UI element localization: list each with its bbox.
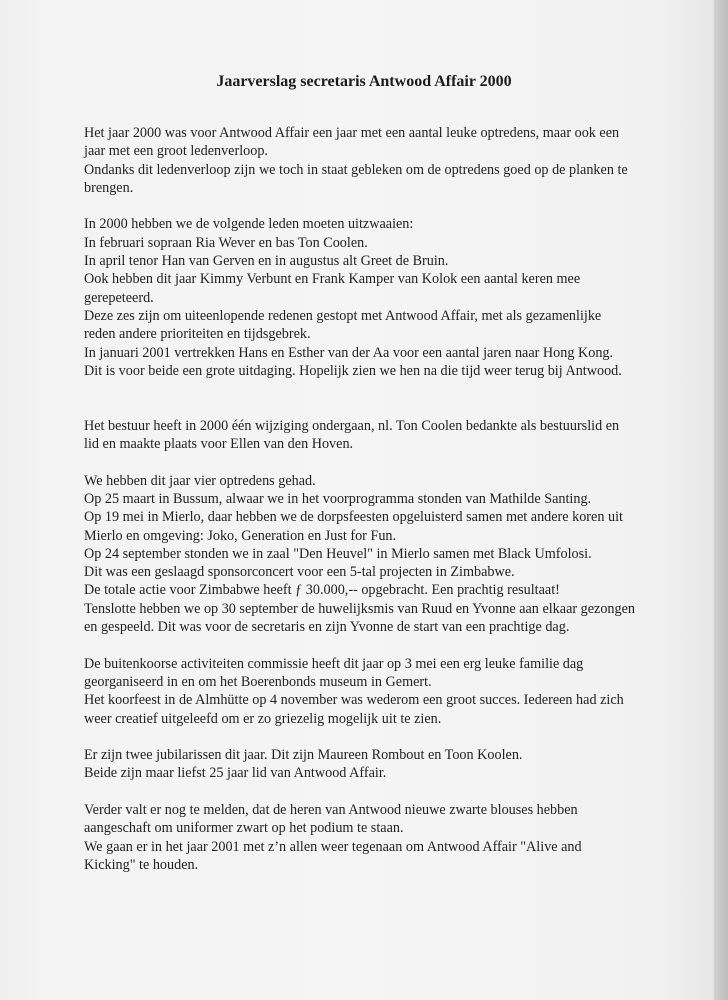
document-title: Jaarverslag secretaris Antwood Affair 2000	[216, 73, 512, 90]
document-body	[84, 124, 684, 892]
paragraph-members-leaving	[84, 215, 684, 380]
text-line: Het bestuur heeft in 2000 één wijziging ondergaan, nl. Ton Coolen bedankte als bestuurslid en	[84, 417, 620, 434]
paragraph-activities	[84, 655, 684, 728]
text-line: reden andere prioriteiten en tijdsgebrek.	[84, 326, 311, 343]
paragraph-closing	[84, 801, 684, 874]
paragraph-performances	[84, 472, 684, 637]
text-line: weer creatief uitgeleefd om er zo griezelig mogelijk uit te zien.	[84, 710, 442, 727]
text-line: Het koorfeest in de Almhütte op 4 november was wederom een groot succes. Iedereen had zich	[84, 692, 624, 709]
text-line: Op 24 september stonden we in zaal "Den Heuvel" in Mierlo samen met Black Umfolosi.	[84, 545, 592, 562]
page-edge	[714, 0, 728, 1000]
text-line: In april tenor Han van Gerven en in augustus alt Greet de Bruin.	[84, 253, 449, 270]
text-line: Het jaar 2000 was voor Antwood Affair een jaar met een aantal leuke optredens, maar ook een	[84, 125, 620, 141]
paragraph-intro	[84, 124, 684, 197]
text-line: Verder valt er nog te melden, dat de heren van Antwood nieuwe zwarte blouses hebben	[84, 801, 578, 818]
text-line: We gaan er in het jaar 2001 met z’n allen weer tegenaan om Antwood Affair "Alive and	[84, 838, 582, 855]
text-line: De buitenkoorse activiteiten commissie heeft dit jaar op 3 mei een erg leuke familie dag	[84, 655, 584, 672]
text-line: lid en maakte plaats voor Ellen van den Hoven.	[84, 436, 354, 453]
paragraph-board	[84, 417, 684, 454]
text-line: Mierlo en omgeving: Joko, Generation en Just for Fun.	[84, 527, 397, 544]
text-line: Tenslotte hebben we op 30 september de huwelijksmis van Ruud en Yvonne aan elkaar gezongen	[84, 600, 635, 617]
text-line: Op 19 mei in Mierlo, daar hebben we de dorpsfeesten opgeluisterd samen met andere koren uit	[84, 509, 623, 526]
text-line: Op 25 maart in Bussum, alwaar we in het voorprogramma stonden van Mathilde Santing.	[84, 490, 592, 507]
text-line: Kicking" te houden.	[84, 856, 199, 873]
text-line: georganiseerd in en om het Boerenbonds museum in Gemert.	[84, 673, 432, 690]
text-line: jaar met een groot ledenverloop.	[84, 143, 268, 160]
text-line: gerepeteerd.	[84, 289, 154, 306]
text-line: We hebben dit jaar vier optredens gehad.	[84, 472, 316, 489]
text-line: en gespeeld. Dit was voor de secretaris en zijn Yvonne de start van een prachtige dag.	[84, 619, 570, 636]
text-line: In januari 2001 vertrekken Hans en Esther van der Aa voor een aantal jaren naar Hong Kong.	[84, 344, 614, 361]
text-line: De totale actie voor Zimbabwe heeft ƒ 30.000,-- opgebracht. Een prachtig resultaat!	[84, 582, 560, 599]
text-line: Dit was een geslaagd sponsorconcert voor een 5-tal projecten in Zimbabwe.	[84, 564, 515, 581]
text-line: aangeschaft om uniformer zwart op het podium te staan.	[84, 820, 404, 837]
text-line: In februari sopraan Ria Wever en bas Ton Coolen.	[84, 234, 368, 251]
text-line: brengen.	[84, 179, 134, 196]
text-line: Ook hebben dit jaar Kimmy Verbunt en Frank Kamper van Kolok een aantal keren mee	[84, 271, 581, 288]
text-line: Ondanks dit ledenverloop zijn we toch in staat gebleken om de optredens goed op de planken te	[84, 161, 628, 178]
text-line: In 2000 hebben we de volgende leden moeten uitzwaaien:	[84, 216, 414, 233]
text-line: Deze zes zijn om uiteenlopende redenen gestopt met Antwood Affair, met als gezamenlijke	[84, 307, 602, 324]
text-line: Dit is voor beide een grote uitdaging. Hopelijk zien we hen na die tijd weer terug bij Antwood.	[84, 362, 622, 379]
text-line: Er zijn twee jubilarissen dit jaar. Dit zijn Maureen Rombout en Toon Koolen.	[84, 747, 523, 764]
text-line: Beide zijn maar liefst 25 jaar lid van Antwood Affair.	[84, 765, 387, 782]
paragraph-jubilees	[84, 746, 684, 783]
